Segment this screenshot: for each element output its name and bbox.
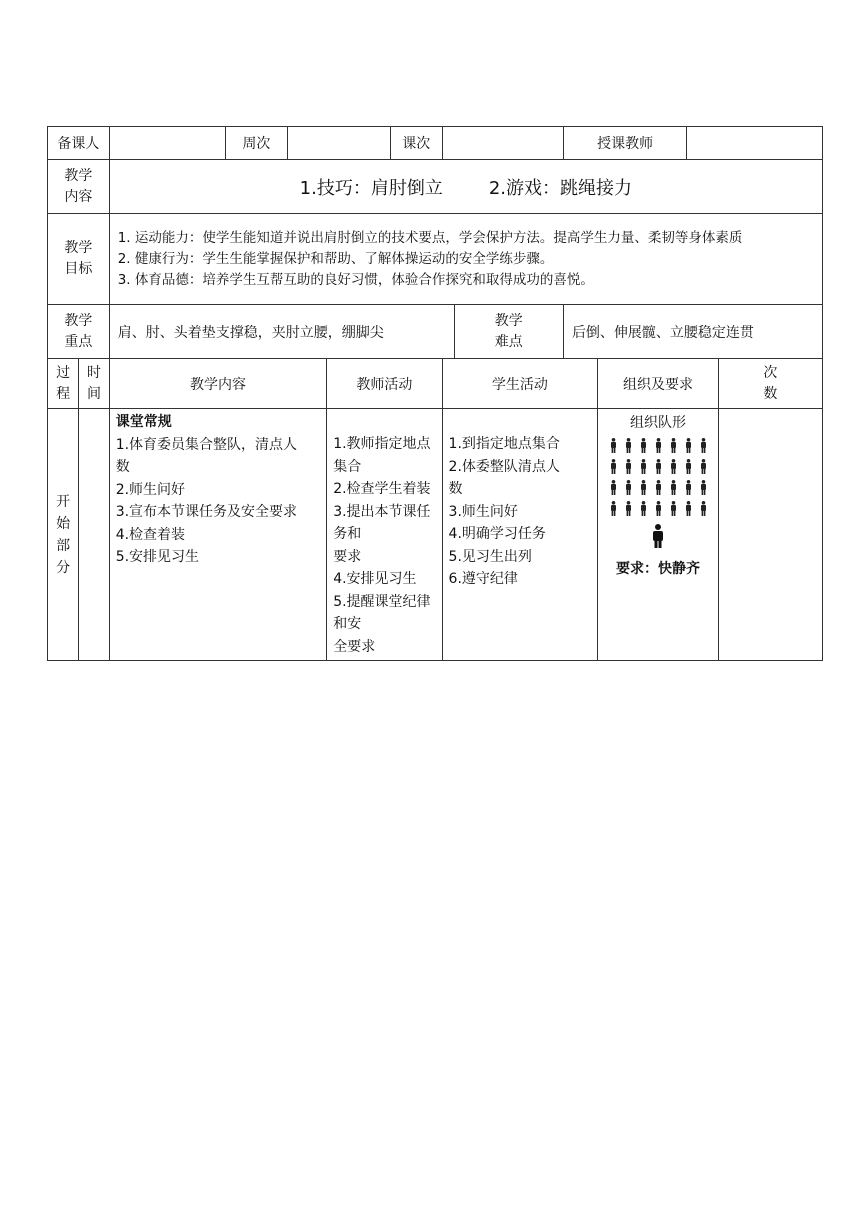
student-figure-icon [655, 480, 662, 495]
time-header: 时 间 [79, 359, 109, 409]
list-item: 2.检查学生着装 [333, 481, 431, 497]
student-figure-icon [685, 480, 692, 495]
goal-item: 1. 运动能力：使学生能知道并说出肩肘倒立的技术要点，学会保护方法。提高学生力量、柔韧等身体素质 [117, 229, 743, 246]
lesson-value[interactable] [442, 127, 563, 160]
list-item: 5.见习生出列 [448, 548, 532, 565]
student-figure-icon [610, 501, 617, 516]
section-name: 开 始 部 分 [48, 409, 79, 661]
section-student-activity [442, 409, 598, 661]
goal-item: 2. 健康行为：学生生能掌握保护和帮助、了解体操运动的安全学练步骤。 [117, 250, 554, 267]
list-item: 1.到指定地点集合 [448, 436, 560, 452]
list-item: 全要求 [333, 638, 376, 655]
list-item: 数 [115, 459, 130, 475]
list-item: 6.遵守纪律 [448, 571, 518, 587]
student-figure-icon [625, 438, 632, 453]
key-row [48, 305, 823, 359]
student-figure-icon [655, 501, 662, 516]
list-item: 4.检查着装 [115, 526, 186, 543]
list-item: 4.安排见习生 [333, 571, 417, 587]
week-value[interactable] [287, 127, 390, 160]
content-label: 教学 内容 [48, 160, 110, 214]
list-item: 要求 [333, 548, 362, 565]
section-organization [598, 409, 718, 661]
student-figure-icon [640, 501, 647, 516]
content-row [48, 160, 823, 214]
student-figure-icon [610, 438, 617, 453]
student-figure-icon [670, 501, 677, 516]
org-title: 组织队形 [630, 415, 687, 431]
formation-row [598, 501, 717, 516]
student-figure-icon [610, 459, 617, 474]
list-item: 2.师生问好 [115, 481, 186, 498]
student-figure-icon [670, 459, 677, 474]
student-figure-icon [670, 438, 677, 453]
student-figure-icon [625, 459, 632, 474]
section-count [718, 409, 822, 661]
student-figure-icon [625, 501, 632, 516]
student-figure-icon [685, 501, 692, 516]
section-content [109, 409, 327, 661]
lesson-plan-table [47, 126, 823, 661]
teacher-figure-icon [598, 524, 717, 552]
content-header: 教学内容 [109, 359, 327, 409]
formation-row [598, 480, 717, 495]
student-figure-icon [700, 480, 707, 495]
count-header: 次 数 [718, 359, 822, 409]
list-item: 1.体育委员集合整队，清点人 [115, 436, 298, 453]
org-requirement: 要求：快静齐 [616, 561, 701, 577]
student-figure-icon [640, 438, 647, 453]
content-item-2: 2.游戏：跳绳接力 [488, 177, 633, 199]
list-item: 数 [448, 481, 463, 497]
difficulty-label: 教学 难点 [454, 305, 563, 359]
difficulty-text: 后倒、伸展髋、立腰稳定连贯 [563, 305, 822, 359]
teacher-label: 授课教师 [563, 127, 686, 160]
teacher-activity-header: 教师活动 [327, 359, 442, 409]
student-figure-icon [655, 459, 662, 474]
content-item-1: 1.技巧：肩肘倒立 [299, 177, 443, 199]
start-section-row [48, 409, 823, 661]
section-time [79, 409, 109, 661]
list-item: 3.宣布本节课任务及安全要求 [115, 504, 298, 520]
list-item: 3.师生问好 [448, 503, 518, 520]
student-figure-icon [685, 459, 692, 474]
student-figure-icon [640, 459, 647, 474]
section-content-title: 课堂常规 [115, 414, 172, 430]
formation-row [598, 438, 717, 453]
key-text: 肩、肘、头着垫支撑稳，夹肘立腰，绷脚尖 [109, 305, 454, 359]
column-header-row [48, 359, 823, 409]
student-formation [598, 438, 717, 516]
goals-list [109, 214, 822, 305]
org-header: 组织及要求 [598, 359, 718, 409]
list-item: 3.提出本节课任务和 [333, 503, 431, 542]
lesson-label: 课次 [390, 127, 442, 160]
list-item: 5.安排见习生 [115, 549, 200, 565]
student-figure-icon [685, 438, 692, 453]
student-figure-icon [700, 501, 707, 516]
list-item: 2.体委整队清点人 [448, 458, 560, 475]
key-label: 教学 重点 [48, 305, 110, 359]
section-teacher-activity [327, 409, 442, 661]
student-figure-icon [655, 438, 662, 453]
list-item: 1.教师指定地点集合 [333, 436, 431, 475]
student-figure-icon [610, 480, 617, 495]
preparer-label: 备课人 [48, 127, 110, 160]
goal-item: 3. 体育品德：培养学生互帮互助的良好习惯，体验合作探究和取得成功的喜悦。 [117, 271, 594, 288]
student-figure-icon [700, 459, 707, 474]
week-label: 周次 [226, 127, 288, 160]
student-figure-icon [625, 480, 632, 495]
student-activity-header: 学生活动 [442, 359, 598, 409]
teacher-value[interactable] [687, 127, 823, 160]
content-items [109, 160, 822, 214]
student-figure-icon [700, 438, 707, 453]
list-item: 4.明确学习任务 [448, 526, 546, 542]
process-header: 过 程 [48, 359, 79, 409]
student-figure-icon [640, 480, 647, 495]
header-row [48, 127, 823, 160]
goals-row [48, 214, 823, 305]
preparer-value[interactable] [109, 127, 225, 160]
list-item: 5.提醒课堂纪律和安 [333, 593, 431, 632]
student-figure-icon [670, 480, 677, 495]
formation-row [598, 459, 717, 474]
goals-label: 教学 目标 [48, 214, 110, 305]
